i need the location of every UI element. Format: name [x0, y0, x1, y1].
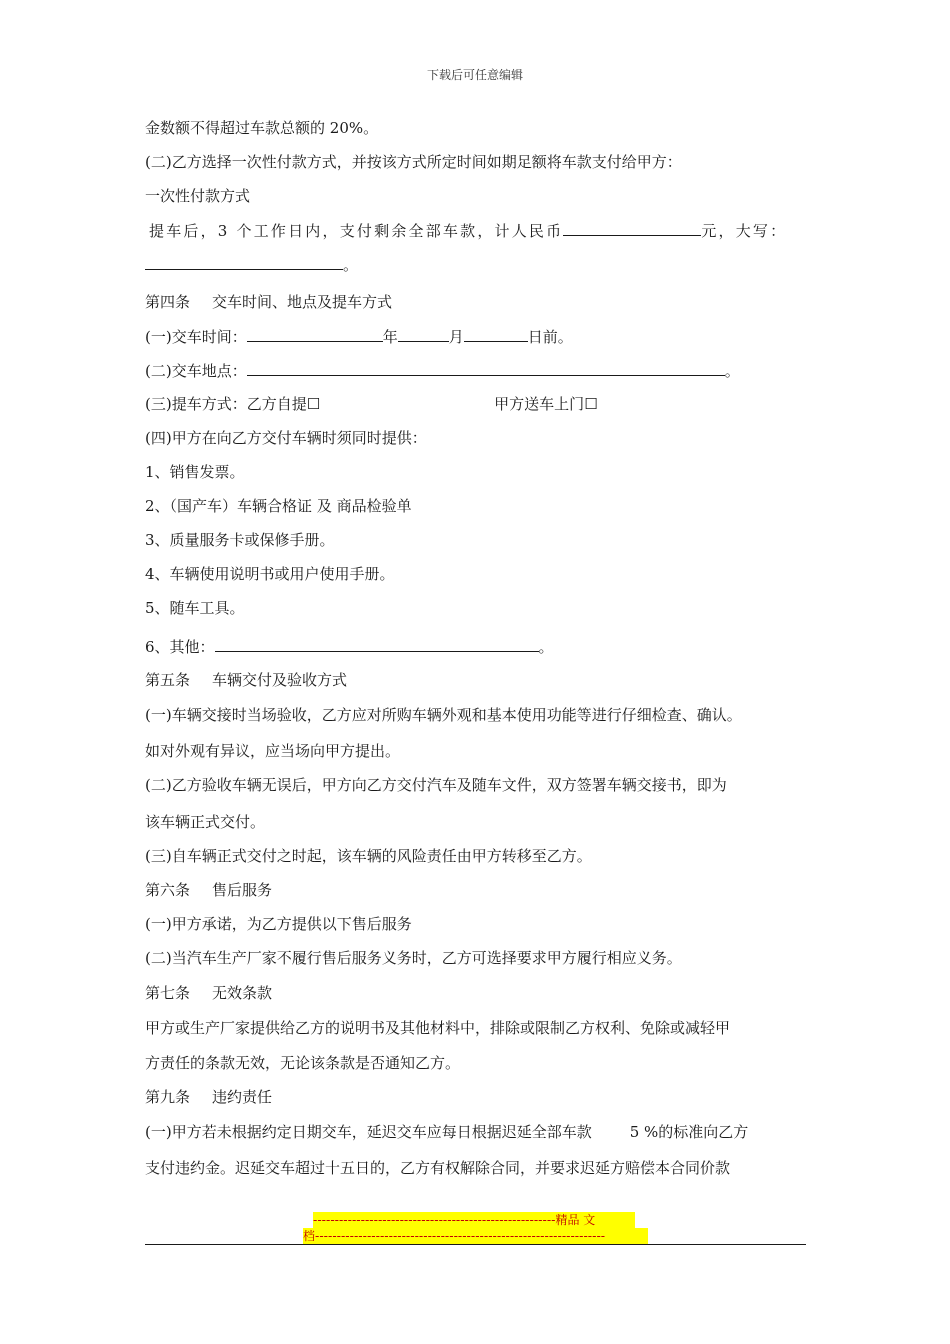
text: (一)甲方若未根据约定日期交车，延迟交车应每日根据迟延全部车款	[145, 1123, 592, 1141]
text: 年	[382, 328, 398, 346]
paragraph: 方责任的条款无效，无论该条款是否通知乙方。	[145, 1054, 461, 1072]
article-heading	[145, 983, 272, 1003]
blank-field	[145, 254, 343, 270]
text: 提车后，3 个工作日内，支付剩余全部车款，计人民币	[149, 222, 564, 240]
list-item: 1、销售发票。	[145, 463, 245, 481]
paragraph: (四)甲方在向乙方交付车辆时须同时提供：	[145, 429, 427, 447]
text: 6、其他：	[145, 638, 215, 656]
text: 5 %的标准向乙方	[629, 1123, 749, 1141]
paragraph: 一次性付款方式	[145, 187, 251, 205]
article-heading	[145, 292, 392, 312]
paragraph: (三)自车辆正式交付之时起，该车辆的风险责任由甲方转移至乙方。	[145, 847, 592, 865]
article-number: 第七条	[145, 984, 191, 1002]
article-heading	[145, 1087, 272, 1107]
article-title: 售后服务	[212, 881, 273, 899]
text: (三)提车方式：乙方自提	[145, 395, 307, 413]
article-number: 第六条	[145, 881, 191, 899]
text: 。	[343, 256, 359, 274]
list-item: 5、随车工具。	[145, 599, 245, 617]
paragraph: (一)车辆交接时当场验收，乙方应对所购车辆外观和基本使用功能等进行仔细检查、确认。	[145, 706, 742, 724]
paragraph	[145, 326, 573, 347]
checkbox-icon: ☐	[584, 395, 598, 413]
article-number: 第五条	[145, 671, 191, 689]
paragraph: 如对外观有异议，应当场向甲方提出。	[145, 742, 401, 760]
watermark-line-2: 档-------------------------------------------------------------------	[303, 1228, 648, 1244]
paragraph: 支付违约金。迟延交车超过十五日的，乙方有权解除合同，并要求迟延方赔偿本合同价款	[145, 1159, 731, 1177]
paragraph	[145, 394, 598, 414]
list-item: 4、车辆使用说明书或用户使用手册。	[145, 565, 395, 583]
text: 元，大写：	[701, 222, 788, 240]
page-header: 下载后可任意编辑	[426, 68, 523, 82]
paragraph	[145, 360, 740, 381]
text: 。	[538, 638, 554, 656]
article-heading	[145, 670, 347, 690]
paragraph: 甲方或生产厂家提供给乙方的说明书及其他材料中，排除或限制乙方权利、免除或减轻甲	[145, 1019, 731, 1037]
article-number: 第九条	[145, 1088, 191, 1106]
paragraph: (一)甲方承诺，为乙方提供以下售后服务	[145, 915, 412, 933]
paragraph: (二)乙方选择一次性付款方式，并按该方式所定时间如期足额将车款支付给甲方：	[145, 153, 682, 171]
text: (一)交车时间：	[145, 328, 247, 346]
list-item: 2、（国产车）车辆合格证 及 商品检验单	[145, 497, 412, 515]
article-title: 交车时间、地点及提车方式	[212, 293, 393, 311]
footer-divider	[145, 1244, 806, 1245]
paragraph: 该车辆正式交付。	[145, 813, 266, 831]
text: 日前。	[527, 328, 573, 346]
paragraph: (二)乙方验收车辆无误后，甲方向乙方交付汽车及随车文件，双方签署车辆交接书，即为	[145, 776, 727, 794]
blank-field	[247, 360, 725, 376]
blank-field	[398, 326, 449, 342]
text: 。	[724, 362, 740, 380]
article-title: 违约责任	[212, 1088, 273, 1106]
paragraph: (二)当汽车生产厂家不履行售后服务义务时，乙方可选择要求甲方履行相应义务。	[145, 949, 682, 967]
checkbox-icon: ☐	[306, 395, 321, 413]
paragraph: 金数额不得超过车款总额的 20%。	[145, 119, 379, 137]
watermark-line-1: --------------------------------------------------------精品 文	[313, 1212, 635, 1228]
article-number: 第四条	[145, 293, 191, 311]
text: 月	[448, 328, 464, 346]
article-title: 无效条款	[212, 984, 273, 1002]
article-title: 车辆交付及验收方式	[212, 671, 348, 689]
text: 甲方送车上门	[494, 395, 585, 413]
paragraph	[145, 1122, 748, 1142]
blank-field	[215, 636, 539, 652]
blank-field	[247, 326, 383, 342]
list-item	[145, 636, 554, 657]
paragraph	[149, 220, 787, 241]
article-heading	[145, 880, 272, 900]
blank-field	[464, 326, 528, 342]
list-item: 3、质量服务卡或保修手册。	[145, 531, 335, 549]
blank-field	[563, 220, 701, 236]
text: (二)交车地点：	[145, 362, 247, 380]
paragraph	[145, 254, 358, 275]
